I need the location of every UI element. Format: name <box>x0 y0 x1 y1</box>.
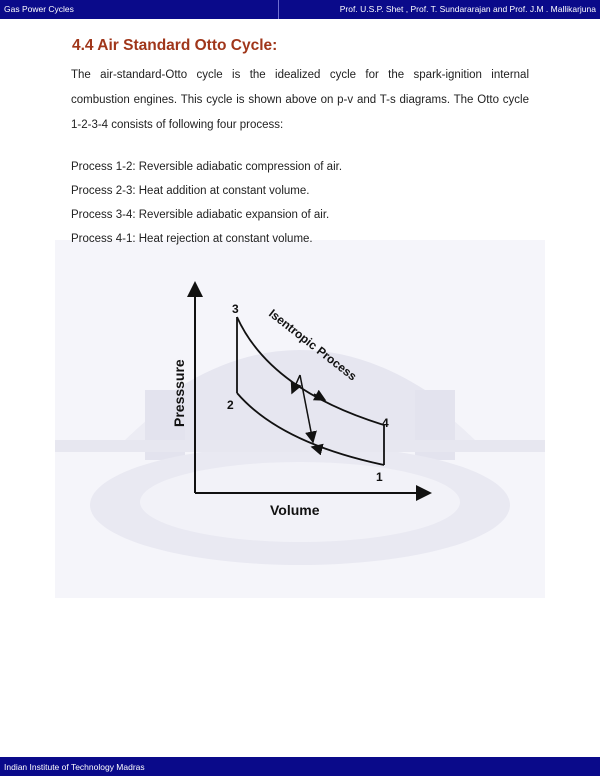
intro-paragraph: The air-standard-Otto cycle is the idealized cycle for the spark-ignition internal combustion engines. This cycle is shown above on p-v and T-s diagrams. The Otto cycle 1-2-3-4 consists of following four process: <box>71 69 529 131</box>
x-axis-label: Volume <box>270 502 320 518</box>
header-divider <box>278 0 279 19</box>
process-item: Process 2-3: Heat addition at constant volume. <box>71 185 310 197</box>
header-bar <box>0 0 600 19</box>
footer-institute: Indian Institute of Technology Madras <box>4 762 145 772</box>
annotation-isentropic: Isentropic Process <box>266 306 360 384</box>
process-item: Process 4-1: Heat rejection at constant volume. <box>71 233 313 245</box>
point-label-3: 3 <box>232 302 239 316</box>
process-item: Process 3-4: Reversible adiabatic expansion of air. <box>71 209 330 221</box>
y-axis-label: Presssure <box>171 359 187 427</box>
header-authors: Prof. U.S.P. Shet , Prof. T. Sundararajan and Prof. J.M . Mallikarjuna <box>339 4 596 14</box>
point-label-4: 4 <box>382 416 389 430</box>
point-label-1: 1 <box>376 470 383 484</box>
compression-arrow <box>312 447 320 449</box>
process-item: Process 1-2: Reversible adiabatic compression of air. <box>71 161 343 173</box>
point-label-2: 2 <box>227 398 234 412</box>
pv-diagram <box>160 275 450 525</box>
section-title: 4.4 Air Standard Otto Cycle: <box>72 37 278 54</box>
isentropic-pointer-arrow <box>300 375 313 442</box>
isentropic-pointer-arrow <box>292 375 300 393</box>
footer-bar <box>0 757 600 776</box>
header-course-title: Gas Power Cycles <box>4 4 74 14</box>
